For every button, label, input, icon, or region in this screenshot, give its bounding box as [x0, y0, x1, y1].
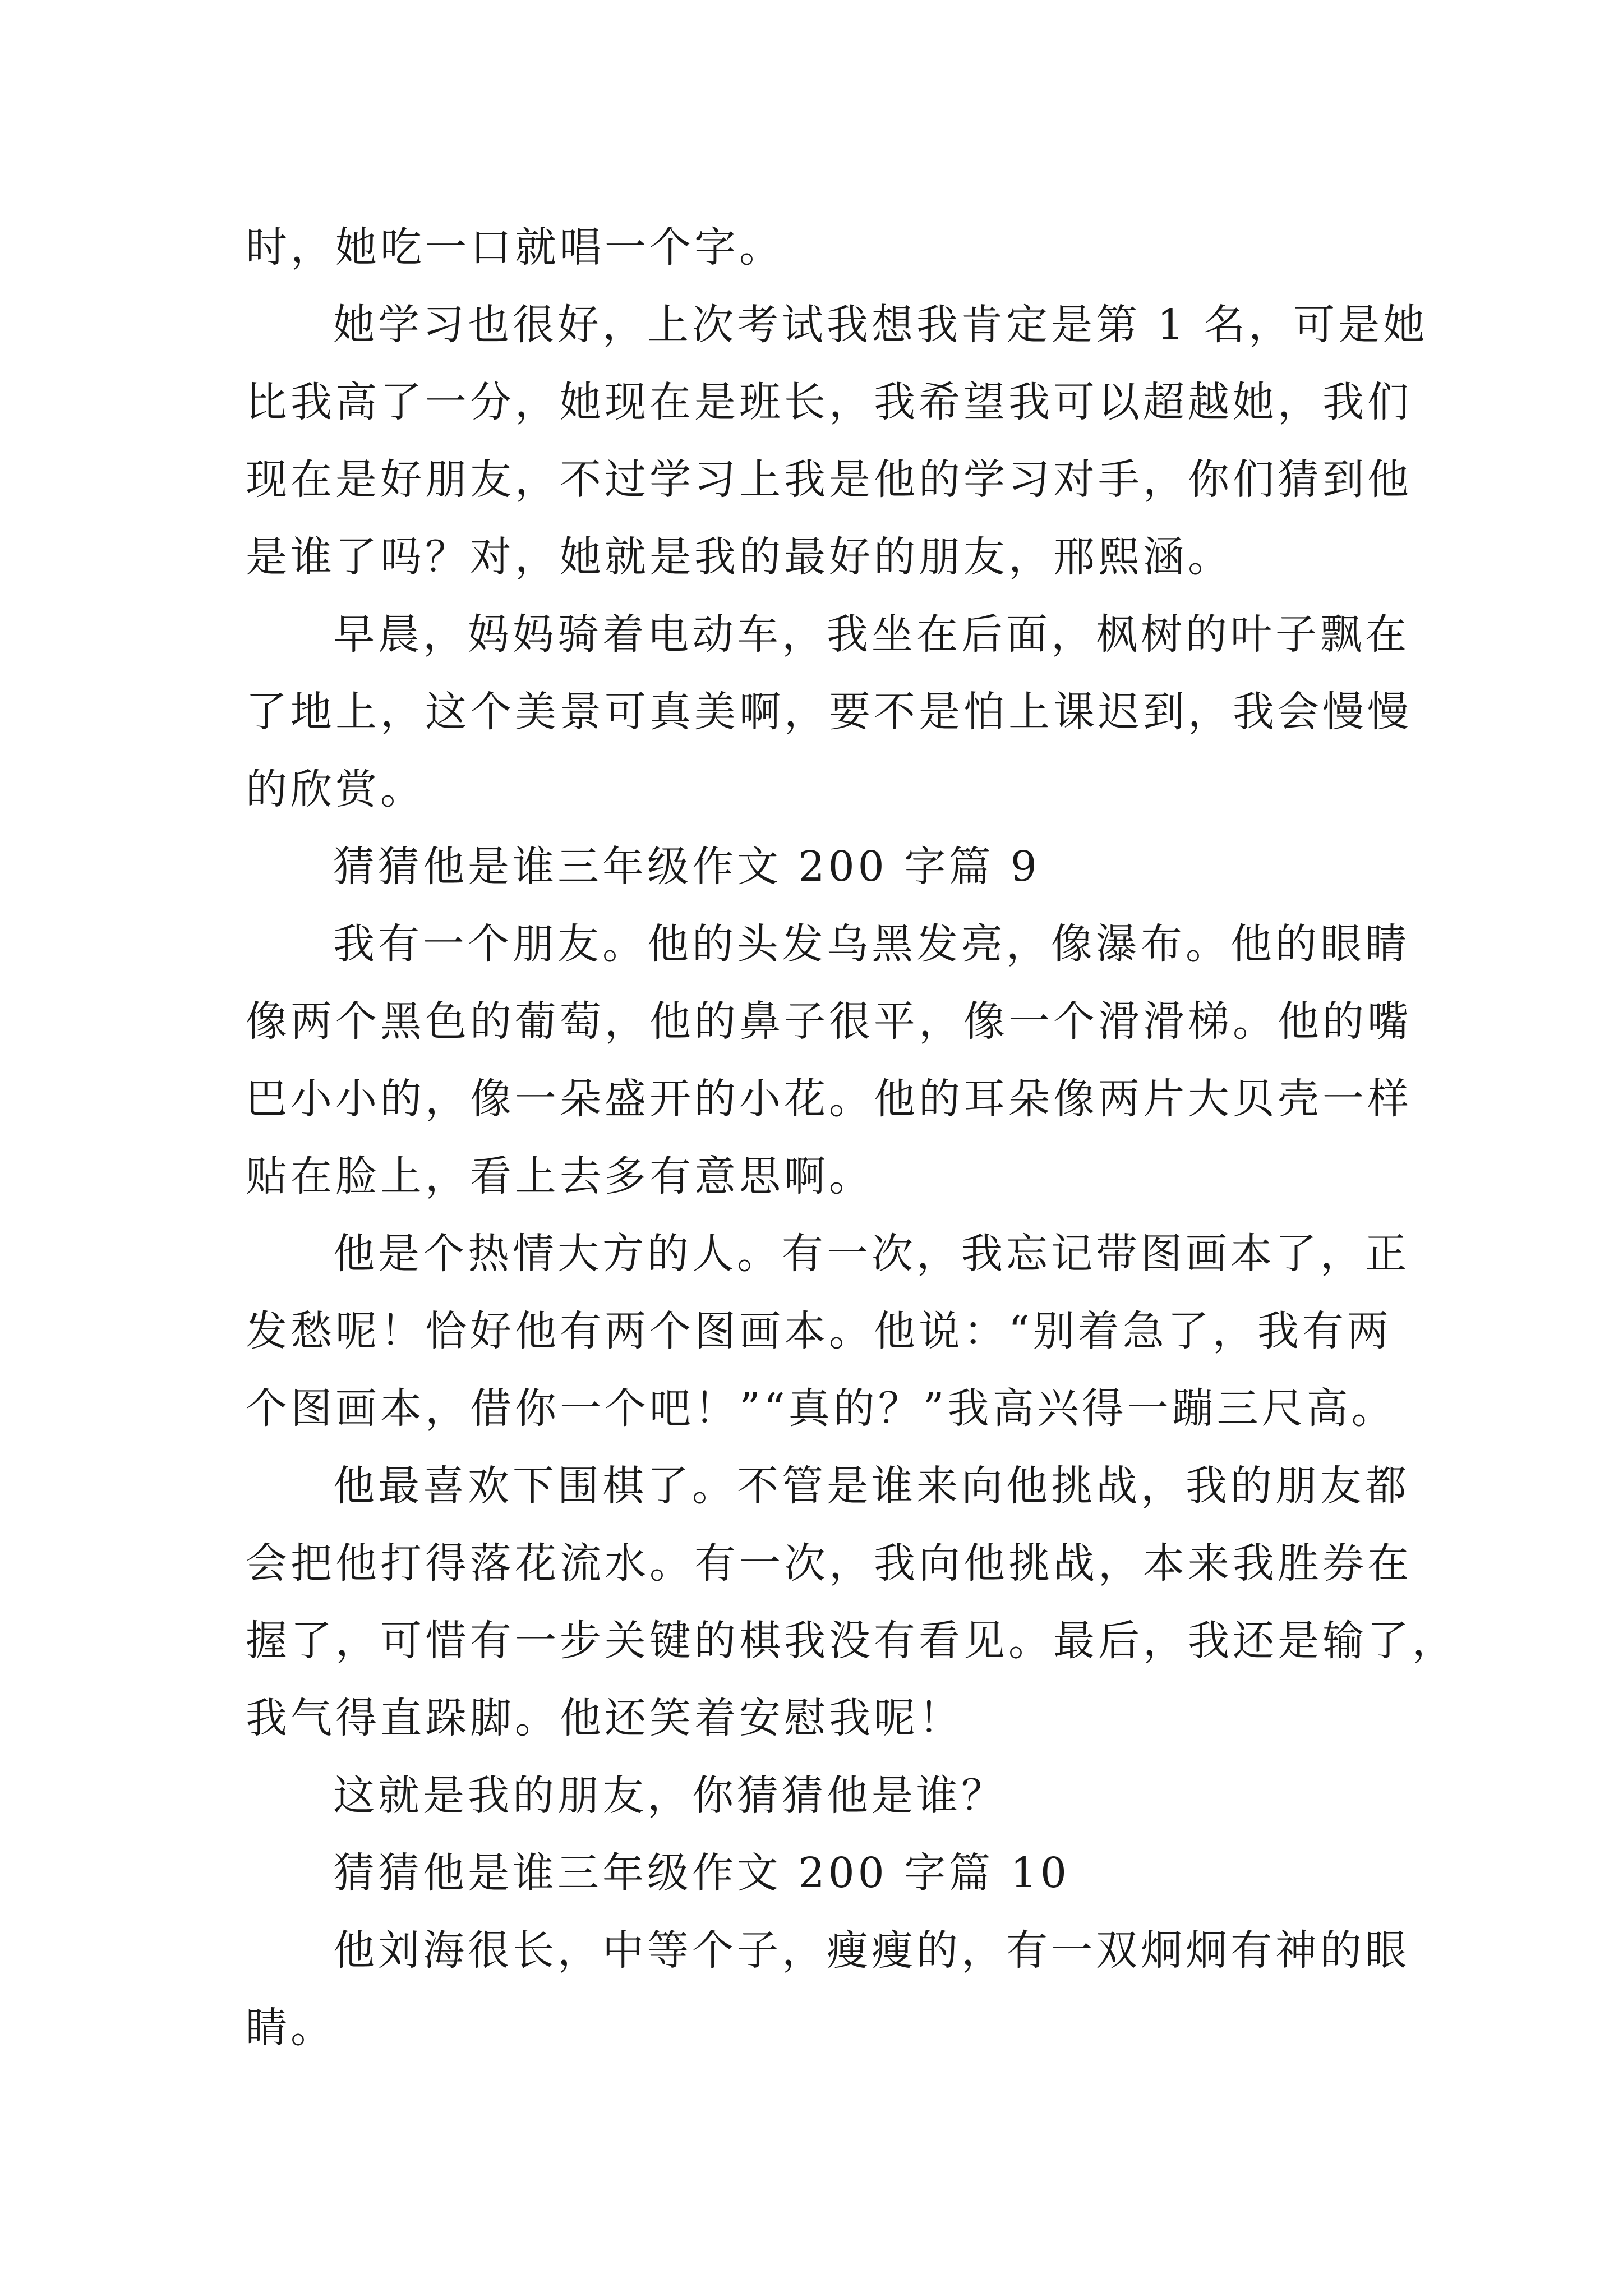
text-line: 这就是我的朋友，你猜猜他是谁？ — [333, 1772, 1006, 1820]
paragraph — [246, 209, 1395, 286]
text-line: 早晨，妈妈骑着电动车，我坐在后面，枫树的叶子飘在 — [333, 610, 1410, 659]
document-body — [246, 209, 1457, 2067]
paragraph — [246, 1834, 1395, 1912]
text-line: 他是个热情大方的人。有一次，我忘记带图画本了，正 — [333, 1230, 1410, 1278]
paragraph — [246, 596, 1412, 828]
text-line: 会把他打得落花流水。有一次，我向他挑战，本来我胜券在 — [246, 1539, 1412, 1588]
text-line: 猜猜他是谁三年级作文 200 字篇 10 — [333, 1849, 1070, 1897]
text-line: 她学习也很好，上次考试我想我肯定是第 1 名，可是她 — [333, 301, 1428, 349]
paragraph — [246, 286, 1428, 596]
text-line: 个图画本，借你一个吧！”“真的？”我高兴得一蹦三尺高。 — [246, 1384, 1396, 1433]
paragraph — [246, 1912, 1410, 2067]
text-line: 贴在脸上，看上去多有意思啊。 — [246, 1152, 874, 1200]
text-line: 现在是好朋友，不过学习上我是他的学习对手，你们猜到他 — [246, 455, 1412, 504]
text-line: 了地上，这个美景可真美啊，要不是怕上课迟到，我会慢慢 — [246, 688, 1412, 736]
text-line: 他刘海很长，中等个子，瘦瘦的，有一双炯炯有神的眼 — [333, 1926, 1410, 1975]
text-line: 发愁呢！恰好他有两个图画本。他说：“别着急了，我有两 — [246, 1307, 1392, 1355]
text-line: 比我高了一分，她现在是班长，我希望我可以超越她，我们 — [246, 378, 1412, 426]
paragraph — [246, 1215, 1410, 1447]
text-line: 握了，可惜有一步关键的棋我没有看见。最后，我还是输了， — [246, 1617, 1457, 1665]
text-line: 时，她吃一口就唱一个字。 — [246, 223, 784, 272]
text-line: 像两个黑色的葡萄，他的鼻子很平，像一个滑滑梯。他的嘴 — [246, 997, 1412, 1046]
paragraph — [246, 905, 1412, 1215]
text-line: 我气得直跺脚。他还笑着安慰我呢！ — [246, 1694, 963, 1742]
paragraph — [246, 1757, 1395, 1834]
paragraph — [246, 828, 1395, 905]
text-line: 猜猜他是谁三年级作文 200 字篇 9 — [333, 843, 1040, 891]
paragraph — [246, 1447, 1457, 1757]
text-line: 巴小小的，像一朵盛开的小花。他的耳朵像两片大贝壳一样 — [246, 1075, 1412, 1123]
text-line: 的欣赏。 — [246, 765, 425, 813]
text-line: 我有一个朋友。他的头发乌黑发亮，像瀑布。他的眼睛 — [333, 920, 1410, 968]
text-line: 是谁了吗？对，她就是我的最好的朋友，邢熙涵。 — [246, 533, 1233, 581]
text-line: 睛。 — [246, 2004, 335, 2052]
text-line: 他最喜欢下围棋了。不管是谁来向他挑战，我的朋友都 — [333, 1462, 1410, 1510]
